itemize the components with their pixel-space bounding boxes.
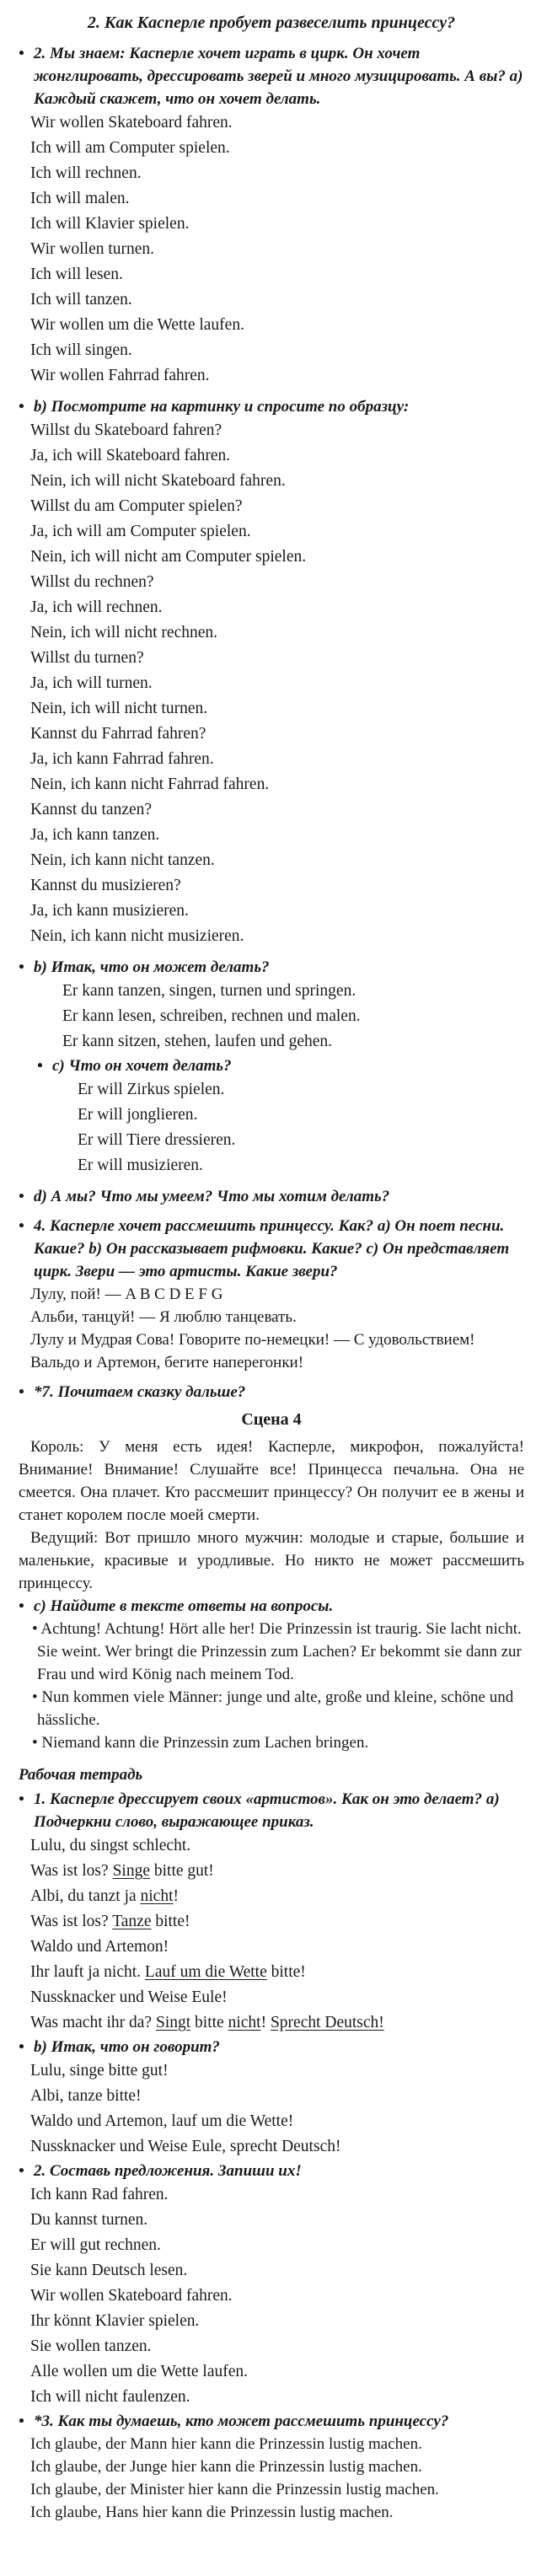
list-item: Ich glaube, der Minister hier kann die Prinzessin lustig machen.	[30, 2481, 439, 2498]
list-item: Er will Zirkus spielen.	[78, 1081, 225, 1098]
list-item: Ich glaube, Hans hier kann die Prinzessin lustig machen.	[30, 2504, 394, 2521]
list-item: Er kann tanzen, singen, turnen und springen.	[62, 982, 356, 1000]
page-title: 2. Как Касперле пробует развеселить принцессу?	[87, 13, 456, 32]
list-item: Lulu, singe bitte gut!	[30, 2062, 169, 2080]
list-a	[19, 110, 524, 389]
list-item: Ich will lesen.	[30, 266, 123, 283]
wb1-line-6: Ihr lauft ja nicht. Lauf um die Wette bitte!	[30, 1963, 306, 1981]
list-item: Ich will am Computer spielen.	[30, 139, 230, 157]
workbook-heading: Рабочая тетрадь	[19, 1766, 143, 1784]
list-item: Ja, ich kann Fahrrad fahren.	[30, 750, 214, 768]
list-item: Waldo und Artemon, lauf um die Wette!	[30, 2112, 294, 2130]
list-item: Kannst du tanzen?	[30, 801, 153, 818]
list-item: Willst du Skateboard fahren?	[30, 421, 222, 439]
list-item: Willst du turnen?	[30, 649, 144, 667]
scene-heading: Сцена 4	[241, 1410, 302, 1429]
list-item: Ich glaube, der Junge hier kann die Prinzessin lustig machen.	[30, 2458, 422, 2476]
list-item: Wir wollen Fahrrad fahren.	[30, 367, 210, 384]
answer-2: • Nun kommen viele Männer: junge und alte, große und kleine, schöne und hässliche.	[32, 1688, 514, 1729]
list-item: Er will jonglieren.	[78, 1106, 198, 1124]
wb1-line-5: Waldo und Artemon!	[30, 1938, 169, 1956]
list-item: Ich will singen.	[30, 341, 132, 359]
list-item: Nein, ich kann nicht tanzen.	[30, 851, 215, 869]
task-b2: • b) Итак, что он может делать?	[19, 958, 270, 976]
list-item: Er kann sitzen, stehen, laufen und gehen.	[62, 1033, 333, 1050]
task-c2: • c) Найдите в тексте ответы на вопросы.	[19, 1597, 334, 1615]
list-item: Er will gut rechnen.	[30, 2236, 161, 2254]
list-item: Ich kann Rad fahren.	[30, 2186, 169, 2203]
wb1-line-7: Nussknacker und Weise Eule!	[30, 1988, 228, 2006]
task-2a: • 2. Мы знаем: Касперле хочет играть в цирк. Он хочет жонглировать, дрессировать зверей и много музицировать. А вы? a) Каждый скажет, что он хочет делать.	[19, 45, 523, 108]
list-item: Alle wollen um die Wette laufen.	[30, 2363, 248, 2380]
rhyme-line: Альби, танцуй! — Я люблю танцевать.	[30, 1308, 297, 1326]
task-7: • *7. Почитаем сказку дальше?	[19, 1383, 246, 1401]
wb1-line-8: Was macht ihr da? Singt bitte nicht! Sprecht Deutsch!	[30, 2014, 384, 2031]
rhyme-line: Лулу, пой! — A B C D E F G	[30, 1285, 223, 1303]
list-item: Ich glaube, der Mann hier kann die Prinzessin lustig machen.	[30, 2435, 422, 2453]
rhyme-line: Вальдо и Артемон, бегите наперегонки!	[30, 1354, 304, 1371]
answer-3: • Niemand kann die Prinzessin zum Lachen bringen.	[32, 1734, 369, 1752]
list-item: Sie kann Deutsch lesen.	[30, 2262, 188, 2279]
list-item: Ich will rechnen.	[30, 164, 142, 182]
list-item: Ja, ich will turnen.	[30, 674, 153, 692]
task-c: • c) Что он хочет делать?	[37, 1057, 232, 1075]
list-item: Ich will nicht faulenzen.	[30, 2388, 190, 2406]
wb1-line-1: Lulu, du singst schlecht.	[30, 1837, 191, 1854]
task-2b: • b) Посмотрите на картинку и спросите по образцу:	[19, 398, 410, 416]
list-item: Ja, ich kann tanzen.	[30, 826, 160, 844]
list-b2	[19, 979, 524, 1055]
list-c	[19, 1077, 524, 1178]
list-item: Nussknacker und Weise Eule, sprecht Deutsch!	[30, 2138, 341, 2155]
list-item: Ja, ich will rechnen.	[30, 598, 163, 616]
wb1-line-4: Was ist los? Tanze bitte!	[30, 1913, 190, 1930]
list-item: Nein, ich kann nicht Fahrrad fahren.	[30, 775, 270, 793]
list-item: Nein, ich will nicht rechnen.	[30, 624, 218, 641]
wb2-lines	[19, 2182, 524, 2410]
list-item: Kannst du Fahrrad fahren?	[30, 725, 206, 743]
task-4: • 4. Касперле хочет рассмешить принцессу. Как? a) Он поет песни. Какие? b) Он рассказывает рифмовки. Какие? c) Он представляет цирк. Звери — это артисты. Какие звери?	[19, 1217, 510, 1280]
list-item: Nein, ich will nicht turnen.	[30, 700, 208, 717]
list-item: Nein, ich kann nicht musizieren.	[30, 927, 244, 945]
task-d: • d) А мы? Что мы умеем? Что мы хотим делать?	[19, 1188, 390, 1205]
list-item: Er will musizieren.	[78, 1157, 203, 1174]
wb-task-2: • 2. Составь предложения. Запиши их!	[19, 2162, 302, 2180]
list-item: Ich will Klavier spielen.	[30, 215, 190, 233]
list-b	[19, 418, 524, 949]
list-item: Wir wollen um die Wette laufen.	[30, 316, 244, 334]
list-item: Willst du am Computer spielen?	[30, 497, 243, 515]
list-item: Er kann lesen, schreiben, rechnen und malen.	[62, 1007, 361, 1025]
wb1-line-2: Was ist los? Singe bitte gut!	[30, 1862, 214, 1880]
list-item: Er will Tiere dressieren.	[78, 1131, 236, 1149]
list-item: Willst du rechnen?	[30, 573, 154, 591]
wb-task-1: • 1. Касперле дрессирует своих «артистов». Как он это делает? a) Подчеркни слово, выражающее приказ.	[19, 1790, 500, 1831]
task-4-lines	[19, 1283, 524, 1374]
wb-task-b: • b) Итак, что он говорит?	[19, 2038, 220, 2056]
wb-task-3: • *3. Как ты думаешь, кто может рассмешить принцессу?	[19, 2412, 449, 2430]
list-item: Ich will tanzen.	[30, 291, 132, 309]
list-item: Nein, ich will nicht Skateboard fahren.	[30, 472, 286, 490]
list-item: Nein, ich will nicht am Computer spielen.	[30, 548, 307, 566]
list-item: Ja, ich kann musizieren.	[30, 902, 189, 920]
host-speech: Ведущий: Вот пришло много мужчин: молодые и старые, большие и маленькие, красивые и уродливые. Но никто не может рассмешить принцессу.	[19, 1529, 524, 1592]
rhyme-line: Лулу и Мудрая Сова! Говорите по-немецки! — С удовольствием!	[30, 1331, 475, 1349]
wb3-lines	[19, 2433, 524, 2524]
list-item: Sie wollen tanzen.	[30, 2337, 152, 2355]
wb-b-lines	[19, 2058, 524, 2160]
list-item: Ja, ich will Skateboard fahren.	[30, 447, 231, 464]
king-speech: Король: У меня есть идея! Касперле, микрофон, пожалуйста! Внимание! Внимание! Слушайте все! Принцесса печальна. Она не смеется. Она плачет. Кто рассмешит принцессу? Он получит ее в жены и станет королем после моей смерти.	[19, 1438, 524, 1524]
list-item: Albi, tanze bitte!	[30, 2087, 142, 2105]
list-item: Du kannst turnen.	[30, 2211, 148, 2229]
list-item: Wir wollen Skateboard fahren.	[30, 2287, 233, 2305]
wb1-line-3: Albi, du tanzt ja nicht!	[30, 1887, 180, 1905]
list-item: Ich will malen.	[30, 190, 130, 207]
list-item: Kannst du musizieren?	[30, 877, 181, 894]
list-item: Ihr könnt Klavier spielen.	[30, 2312, 200, 2330]
list-item: Wir wollen turnen.	[30, 240, 155, 258]
answer-1: • Achtung! Achtung! Hört alle her! Die Prinzessin ist traurig. Sie lacht nicht. Sie weint. Wer bringt die Prinzessin zum Lachen? Er bekommt sie dann zur Frau und wird König nach meinem Tod.	[32, 1620, 522, 1683]
list-item: Ja, ich will am Computer spielen.	[30, 523, 251, 540]
list-item: Wir wollen Skateboard fahren.	[30, 114, 233, 131]
